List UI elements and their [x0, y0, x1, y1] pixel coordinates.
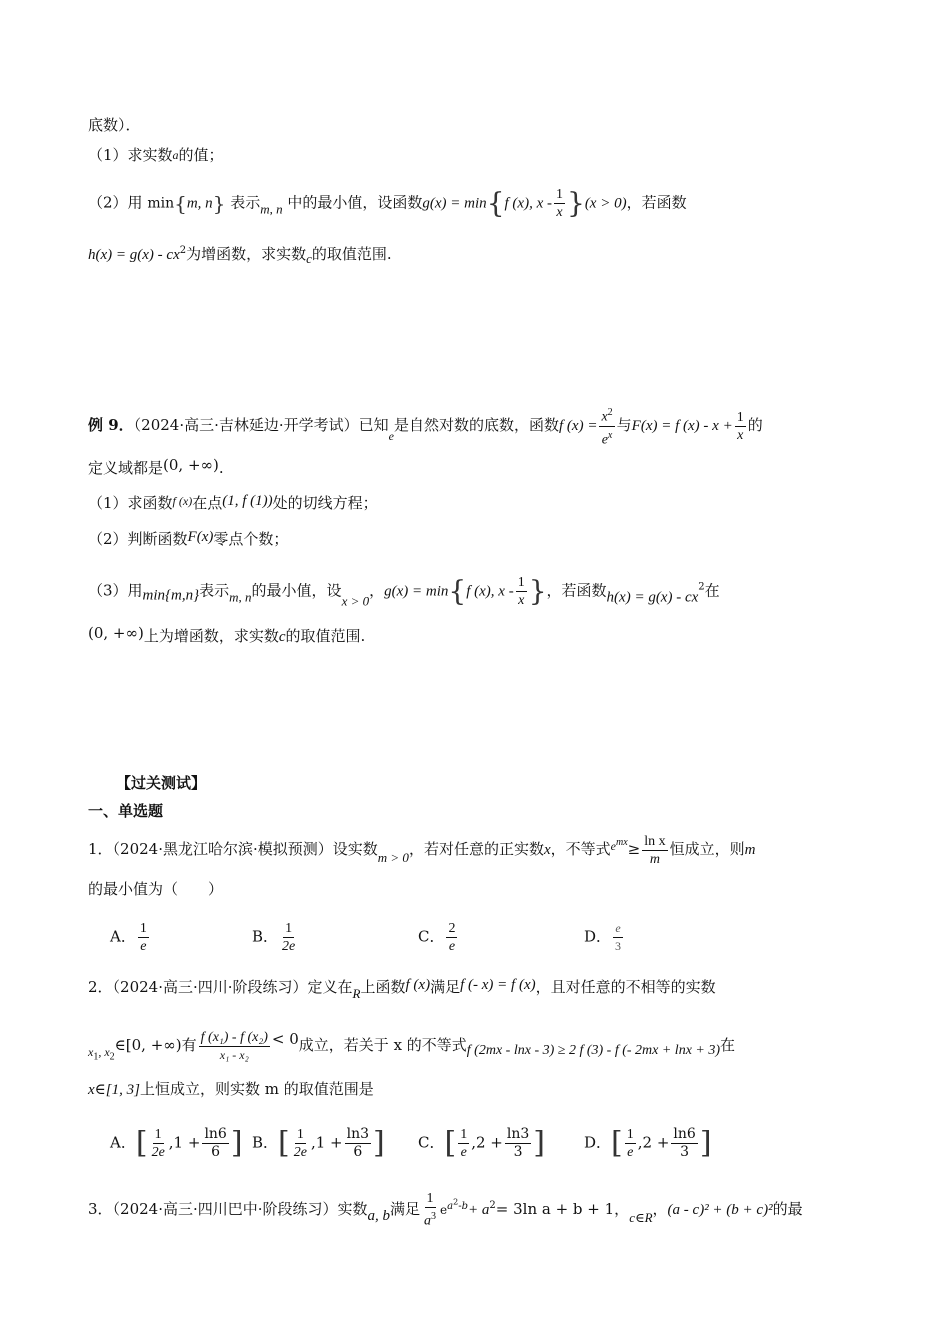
- math-var: m, n: [229, 589, 252, 605]
- text: （3）用: [88, 581, 143, 600]
- text: 零点个数；: [213, 530, 289, 548]
- option-d[interactable]: D． $\frac{e}{3}$: [584, 921, 622, 953]
- section-heading: 【过关测试】: [116, 774, 207, 792]
- text: 的: [747, 416, 763, 435]
- text-line: [88, 878, 223, 900]
- text: （1）求实数: [88, 146, 173, 164]
- text: （2）判断函数: [88, 530, 188, 548]
- text: 上恒成立，则实数 m 的取值范围是: [139, 1080, 374, 1098]
- text: 有: [181, 1036, 197, 1054]
- math-expr: f (- x) = f (x): [460, 977, 536, 993]
- text: 中的最小值，设函数: [287, 193, 423, 212]
- math-expr: = 3ln a + b + 1: [495, 1199, 615, 1218]
- text-line: $h(x) = g(x) - cx^2$为增函数，求实数c的取值范围.: [88, 245, 392, 266]
- option-a[interactable]: A．[ $\frac{1}{2e}$ ,1 + $\frac{\ln 6}{6}$ ]: [110, 1125, 243, 1161]
- text: ，若函数: [626, 193, 687, 212]
- text: 定义域都是: [88, 459, 164, 477]
- text: 为增函数，求实数: [186, 245, 307, 263]
- text: 满足: [430, 978, 461, 996]
- fraction: $\frac{\text{f (x₁) - f (x₂)}}{\text{x₁ - x₂}}$: [200, 1029, 268, 1062]
- math-expr: (0, +∞): [88, 624, 144, 642]
- math-expr: F(x) = f (x) - x +: [631, 418, 733, 435]
- text: 满足: [390, 1199, 421, 1218]
- math-expr: g(x) = min: [384, 583, 449, 600]
- option-c[interactable]: C．[ $\frac{1}{e}$ ,2 + $\frac{\ln 3}{3}$ ]: [418, 1125, 545, 1161]
- text: 是自然对数的底数，函数: [393, 416, 559, 435]
- text: 在: [720, 1036, 736, 1054]
- text-line: [88, 454, 224, 479]
- text: 表示: [199, 581, 230, 600]
- text-line: [88, 526, 288, 550]
- text-line: [88, 622, 365, 648]
- fraction: $\frac{1}{x}$: [555, 187, 563, 220]
- math-var: m: [744, 842, 756, 858]
- math-expr: f (x) =: [559, 418, 598, 435]
- text: （2）用: [88, 193, 143, 212]
- text: 成立，若关于 x 的不等式: [298, 1036, 467, 1054]
- option-d[interactable]: D．[ $\frac{1}{e}$ ,2 + $\frac{\ln 6}{3}$ ]: [584, 1125, 712, 1161]
- example-label: 例 9．: [88, 416, 134, 435]
- text: 与: [616, 416, 632, 435]
- option-c[interactable]: C． $\frac{2}{e}$: [418, 921, 456, 954]
- subsection-heading: 一、单选题: [88, 802, 164, 820]
- text: 3．（2024·高三·四川巴中·阶段练习）实数: [88, 1199, 368, 1218]
- option-a[interactable]: A． $\frac{1}{e}$: [110, 921, 147, 954]
- example-9-line: [88, 404, 763, 448]
- text: 处的切线方程；: [272, 494, 378, 512]
- math-var: a: [172, 148, 179, 162]
- fraction: $\frac{x^2}{e^x}$: [599, 404, 614, 448]
- text: .: [218, 459, 224, 477]
- text-line: [88, 144, 224, 166]
- math-expr: f (x): [405, 977, 431, 993]
- text: 2．（2024·高三·四川·阶段练习）定义在: [88, 978, 353, 996]
- text: 的最小值，设: [251, 581, 342, 600]
- fraction: $\frac{1}{x}$: [517, 575, 525, 608]
- text: 底数）．: [88, 116, 141, 134]
- math-var: e: [388, 429, 394, 444]
- math-expr: f (x), x -: [504, 195, 552, 212]
- text: 上为增函数，求实数: [143, 627, 279, 645]
- math-expr: f (2mx - lnx - 3) ≥ 2 f (3) - f (- 2mx + lnx + 3): [466, 1043, 721, 1058]
- math-expr: h(x) = g(x) - cx: [606, 589, 699, 606]
- math-text: min: [147, 195, 175, 212]
- text: 1．（2024·黑龙江哈尔滨·模拟预测）设实数: [88, 840, 378, 858]
- math-expr: (0, +∞): [163, 456, 219, 474]
- text-line: （2）用 min{m, n} 表示m, n 中的最小值，设函数g(x) = min{f (x), x - $\frac{1}{x}$ }(x > 0)，若函数: [88, 186, 687, 220]
- math-var: m, n: [186, 195, 213, 212]
- math-expr: m > 0: [377, 850, 409, 865]
- text: 的值；: [178, 146, 224, 164]
- math-expr: x > 0: [341, 593, 370, 609]
- math-var: R: [352, 986, 361, 1001]
- text: ，: [369, 581, 385, 600]
- fraction: $\frac{1}{x}$: [736, 409, 744, 443]
- text: ，若函数: [546, 581, 607, 600]
- text-line: $_{x_1, x_2}$∈[0, +∞)有 $\frac{\text{f (x₁) - f (x₂)}}{\text{x₁ - x₂}}$ < 0成立，若关于 x 的不等式f (2mx - lnx - 3) ≥ 2 f (3) - f (- 2mx + lnx + 3)在: [88, 1029, 736, 1063]
- math-var: m, n: [260, 201, 283, 217]
- math-expr: c∈R: [629, 1209, 653, 1225]
- math-expr: (1, f (1)): [222, 493, 273, 509]
- text: 在: [704, 581, 720, 600]
- text: 的最: [772, 1199, 803, 1218]
- text-line: [88, 490, 378, 514]
- text: 的取值范围.: [311, 245, 392, 263]
- text: （2024·高三·吉林延边·开学考试）已知: [133, 416, 389, 435]
- math-var: x: [543, 842, 551, 858]
- text-line: [88, 114, 141, 136]
- text: ，若对任意的正实数: [408, 840, 544, 858]
- text: 的取值范围.: [285, 627, 366, 645]
- question-2: [88, 974, 716, 1005]
- math-expr: (x > 0): [584, 195, 627, 212]
- math-var: a, b: [367, 1207, 391, 1224]
- text: 上函数: [360, 978, 406, 996]
- option-b[interactable]: B． $\frac{1}{2e}$: [252, 921, 296, 954]
- math-expr: min{m,n}: [142, 587, 200, 604]
- text: 恒成立，则: [669, 840, 745, 858]
- math-var: c: [278, 629, 286, 645]
- text: ，且对任意的不相等的实数: [535, 978, 716, 996]
- math-expr: g(x) = min: [422, 195, 487, 212]
- math-var: c: [306, 251, 312, 266]
- math-expr: f (x): [172, 494, 193, 508]
- text: ，: [614, 1199, 630, 1218]
- math-expr: f (x), x -: [466, 583, 514, 600]
- text: ，: [652, 1199, 668, 1218]
- text: （1）求函数: [88, 494, 173, 512]
- text: 在点: [192, 494, 223, 512]
- text: 的最小值为（ ）: [88, 880, 224, 898]
- question-1: 1．（2024·黑龙江哈尔滨·模拟预测）设实数m > 0，若对任意的正实数x，不等式$^{e^{mx}}$≥ $\frac{\text{ln x}}{m}$ 恒成立，则m: [88, 833, 756, 867]
- text-line: [88, 1078, 374, 1101]
- math-expr: F(x): [187, 529, 214, 545]
- fraction: $\frac{\text{ln x}}{m}$: [644, 833, 666, 867]
- fraction: $\frac{1}{a^3}$: [424, 1191, 437, 1229]
- math-expr: (a - c)² + (b + c)²: [667, 1201, 773, 1218]
- math-expr: x∈[1, 3]: [88, 1082, 140, 1098]
- text: 表示: [230, 193, 261, 212]
- option-b[interactable]: B．[ $\frac{1}{2e}$ ,1 + $\frac{\ln 3}{6}$ ]: [252, 1125, 385, 1161]
- text-line: （3）用min{m,n}表示m, n的最小值，设x > 0，g(x) = min{f (x), x - $\frac{1}{x}$ }，若函数$h(x) = g(x) - cx^2$在: [88, 574, 720, 609]
- math-expr: h(x) = g(x) - cx: [88, 247, 180, 263]
- question-3: 3．（2024·高三·四川巴中·阶段练习）实数a, b满足 $\frac{1}{a^3}$ $e^{a^2-b}+ a^2= 3\ln$ a + b + 1，c∈R，(a - c)² + (b + c)²的最: [88, 1191, 803, 1229]
- text: ，不等式: [550, 840, 611, 858]
